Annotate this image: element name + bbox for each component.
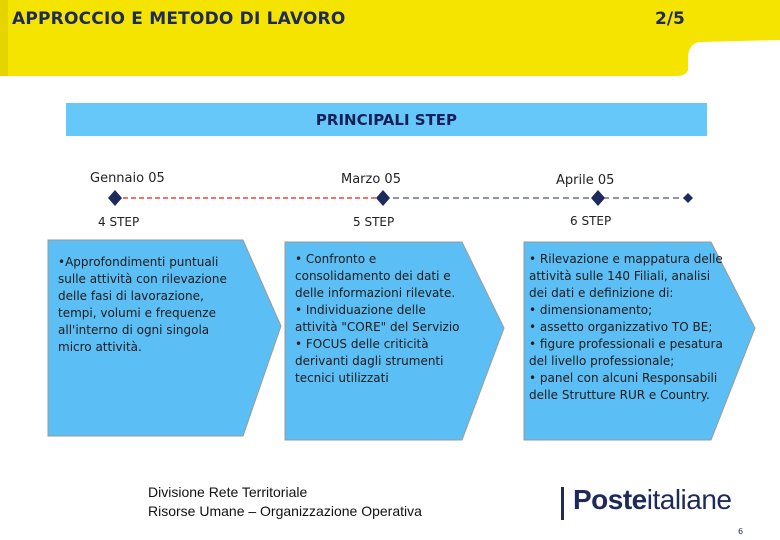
timeline-marker-3	[591, 190, 605, 206]
step-card-3-text	[529, 251, 741, 404]
step-card-2-text	[295, 251, 475, 387]
card-line: attività "CORE" del Servizio	[295, 320, 460, 334]
card-line: • Individuazione delle	[295, 303, 426, 317]
card-line: delle informazioni rilevate.	[295, 286, 456, 300]
page-title: APPROCCIO E METODO DI LAVORO	[12, 9, 346, 29]
card-line: attività sulle 140 Filiali, analisi	[529, 269, 711, 283]
card-line: • assetto organizzativo TO BE;	[529, 320, 713, 334]
footer-department: Risorse Umane – Organizzazione Operativa	[148, 503, 422, 519]
card-line: • FOCUS delle criticità	[295, 337, 429, 351]
page-number: 6	[738, 527, 744, 536]
timeline-step-2: 5 STEP	[353, 215, 395, 229]
footer-text	[148, 483, 422, 521]
card-line: del livello professionale;	[529, 354, 675, 368]
card-line: sulle attività con rilevazione	[58, 272, 227, 286]
footer-division: Divisione Rete Territoriale	[148, 484, 308, 500]
card-line: tecnici utilizzati	[295, 371, 389, 385]
card-line: •Approfondimenti puntuali	[58, 255, 219, 269]
logo-bold: Poste	[573, 484, 647, 515]
card-line: dei dati e definizione di:	[529, 286, 674, 300]
card-line: micro attività.	[58, 340, 142, 354]
card-line: delle Strutture RUR e Country.	[529, 388, 710, 402]
card-line: • panel con alcuni Responsabili	[529, 371, 718, 385]
card-line: • Confronto e	[295, 252, 377, 266]
card-line: tempi, volumi e frequenze	[58, 306, 216, 320]
timeline-step-3: 6 STEP	[570, 214, 612, 228]
steps-banner-title: PRINCIPALI STEP	[315, 111, 458, 129]
logo-divider	[561, 487, 564, 520]
step-card-1	[47, 236, 283, 438]
card-line: all'interno di ogni singola	[58, 323, 210, 337]
card-line: derivanti dagli strumenti	[295, 354, 444, 368]
card-line: delle fasi di lavorazione,	[58, 289, 204, 303]
step-card-2	[284, 238, 506, 442]
poste-italiane-logo	[573, 484, 731, 516]
step-card-3	[523, 238, 757, 442]
card-line: • Rilevazione e mappatura delle	[529, 252, 723, 266]
timeline-date-2: Marzo 05	[341, 172, 401, 187]
card-line: consolidamento dei dati e	[295, 269, 451, 283]
timeline-marker-end	[683, 193, 693, 203]
card-line: • dimensionamento;	[529, 303, 653, 317]
timeline-step-1: 4 STEP	[98, 215, 140, 229]
logo-regular: italiane	[646, 484, 732, 515]
card-line: • figure professionali e pesatura	[529, 337, 723, 351]
timeline	[0, 0, 780, 240]
timeline-marker-1	[108, 190, 122, 206]
timeline-marker-2	[376, 190, 390, 206]
timeline-date-3: Aprile 05	[556, 173, 615, 188]
step-card-1-text	[58, 254, 258, 356]
page-counter: 2/5	[655, 9, 685, 29]
timeline-date-1: Gennaio 05	[90, 171, 165, 186]
